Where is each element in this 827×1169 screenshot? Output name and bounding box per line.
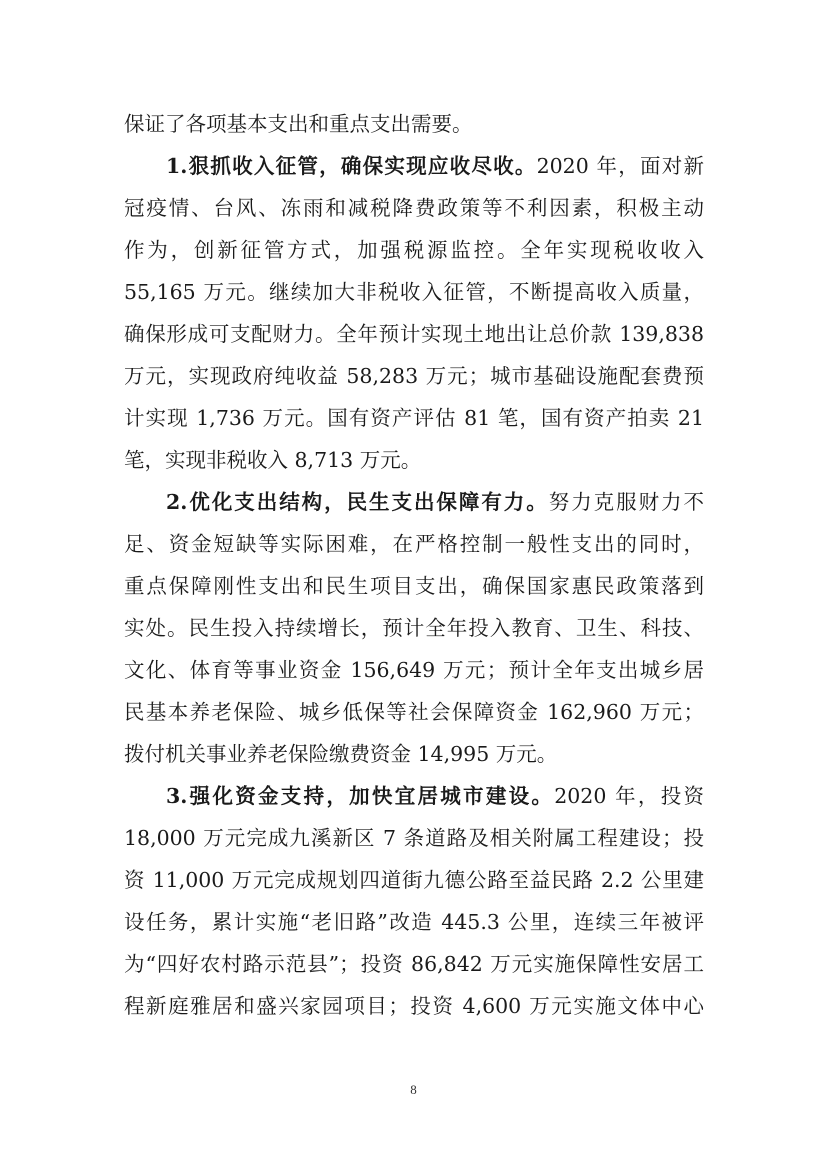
- paragraph-line: 资 11,000 万元完成规划四道街九德公路至益民路 2.2 公里建: [124, 868, 704, 892]
- paragraph-line: 万元，实现政府纯收益 58,283 万元；城市基础设施配套费预: [124, 364, 704, 388]
- paragraph-line: 作为，创新征管方式，加强税源监控。全年实现税收收入: [124, 238, 704, 262]
- paragraph-line: 文化、体育等事业资金 156,649 万元；预计全年支出城乡居: [124, 658, 704, 682]
- document-body: [124, 103, 704, 1027]
- paragraph-line: 保证了各项基本支出和重点支出需要。: [124, 112, 473, 136]
- section-heading: 3.强化资金支持，加快宜居城市建设。: [166, 784, 555, 808]
- paragraph-line: 设任务，累计实施“老旧路”改造 445.3 公里，连续三年被评: [124, 910, 704, 934]
- paragraph-line: 民基本养老保险、城乡低保等社会保障资金 162,960 万元；: [124, 700, 704, 724]
- paragraph-first-line: [124, 145, 704, 187]
- section-heading: 1.狠抓收入征管，确保实现应收尽收。: [166, 154, 537, 178]
- paragraph-text: 努力克服财力不: [548, 490, 704, 514]
- page-number: 8: [410, 1082, 417, 1097]
- paragraph-text: 2020 年，投资: [554, 784, 704, 808]
- paragraph-line: 实处。民生投入持续增长，预计全年投入教育、卫生、科技、: [124, 616, 704, 640]
- paragraph-line: 程新庭雅居和盛兴家园项目；投资 4,600 万元实施文体中心: [124, 994, 704, 1018]
- paragraph-text: 2020 年，面对新: [536, 154, 704, 178]
- section-heading: 2.优化支出结构，民生支出保障有力。: [166, 490, 549, 514]
- paragraph-line: 为“四好农村路示范县”；投资 86,842 万元实施保障性安居工: [124, 952, 704, 976]
- paragraph-first-line: [124, 481, 704, 523]
- paragraph-line: 冠疫情、台风、冻雨和减税降费政策等不利因素，积极主动: [124, 196, 704, 220]
- paragraph-line: 拨付机关事业养老保险缴费资金 14,995 万元。: [124, 742, 558, 766]
- paragraph-line: 确保形成可支配财力。全年预计实现土地出让总价款 139,838: [124, 322, 704, 346]
- paragraph-line: 重点保障刚性支出和民生项目支出，确保国家惠民政策落到: [124, 574, 704, 598]
- paragraph-line: 笔，实现非税收入 8,713 万元。: [124, 448, 422, 472]
- paragraph-line: 计实现 1,736 万元。国有资产评估 81 笔，国有资产拍卖 21: [124, 406, 704, 430]
- paragraph-line: 足、资金短缺等实际困难，在严格控制一般性支出的同时，: [124, 532, 704, 556]
- paragraph-first-line: [124, 775, 704, 817]
- paragraph-line: 18,000 万元完成九溪新区 7 条道路及相关附属工程建设；投: [124, 826, 704, 850]
- paragraph-line: 55,165 万元。继续加大非税收入征管，不断提高收入质量，: [124, 280, 704, 304]
